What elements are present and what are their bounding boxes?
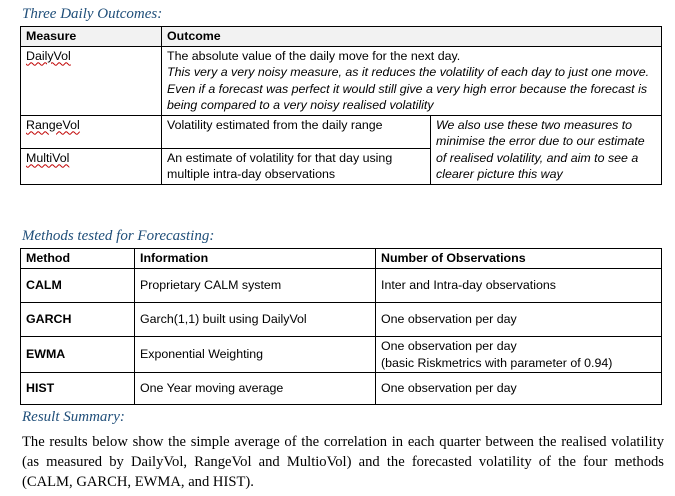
table-header-row [21,249,662,269]
outcome-cell: Volatility estimated from the daily range [162,115,431,148]
methods-heading: Methods tested for Forecasting: [22,228,215,244]
measure-cell [21,115,162,148]
info-cell: Proprietary CALM system [135,269,376,303]
measure-name: DailyVol [26,48,71,63]
obs-cell: One observation per day [376,373,662,405]
method-cell: HIST [21,373,135,405]
column-header: Outcome [162,27,662,47]
table-row [21,373,662,405]
obs-detail: (basic Riskmetrics with parameter of 0.94) [381,355,613,370]
obs-cell [376,337,662,373]
table-row [21,46,662,115]
table-row [21,115,662,148]
column-header: Number of Observations [376,249,662,269]
column-header: Information [135,249,376,269]
info-cell: Exponential Weighting [135,337,376,373]
measure-name: MultiVol [26,150,70,165]
table-row [21,303,662,337]
info-cell: One Year moving average [135,373,376,405]
method-cell: CALM [21,269,135,303]
obs-cell: One observation per day [376,303,662,337]
measure-name: RangeVol [26,117,80,132]
info-cell: Garch(1,1) built using DailyVol [135,303,376,337]
measure-cell [21,148,162,184]
methods-table [20,248,662,405]
side-note-cell: We also use these two measures to minimise the error due to our estimate of realised volatility, and aim to see a clearer picture this way [431,115,662,184]
summary-heading: Result Summary: [22,409,125,425]
summary-text: The results below show the simple average of the correlation in each quarter between the realised volatility (as measured by DailyVol, RangeVol and MultioVol) and the forecasted volatility of the four methods (CALM, GARCH, EWMA, and HIST). [22,434,664,490]
column-header: Measure [21,27,162,47]
outcomes-heading: Three Daily Outcomes: [22,6,163,22]
outcome-text: The absolute value of the daily move for the next day. [167,48,461,63]
obs-cell: Inter and Intra-day observations [376,269,662,303]
outcome-cell: An estimate of volatility for that day using multiple intra-day observations [162,148,431,184]
table-header-row [21,27,662,47]
table-row [21,337,662,373]
outcome-cell [162,46,662,115]
method-cell: GARCH [21,303,135,337]
measure-cell [21,46,162,115]
outcome-note: This very a very noisy measure, as it reduces the volatility of each day to just one move. Even if a forecast was perfect it would still give a very high error because the forecast is being compared to a very noisy realised volatility [167,65,650,112]
method-cell: EWMA [21,337,135,373]
outcomes-table [20,26,662,185]
obs-line: One observation per day [381,339,517,353]
table-row [21,269,662,303]
column-header: Method [21,249,135,269]
